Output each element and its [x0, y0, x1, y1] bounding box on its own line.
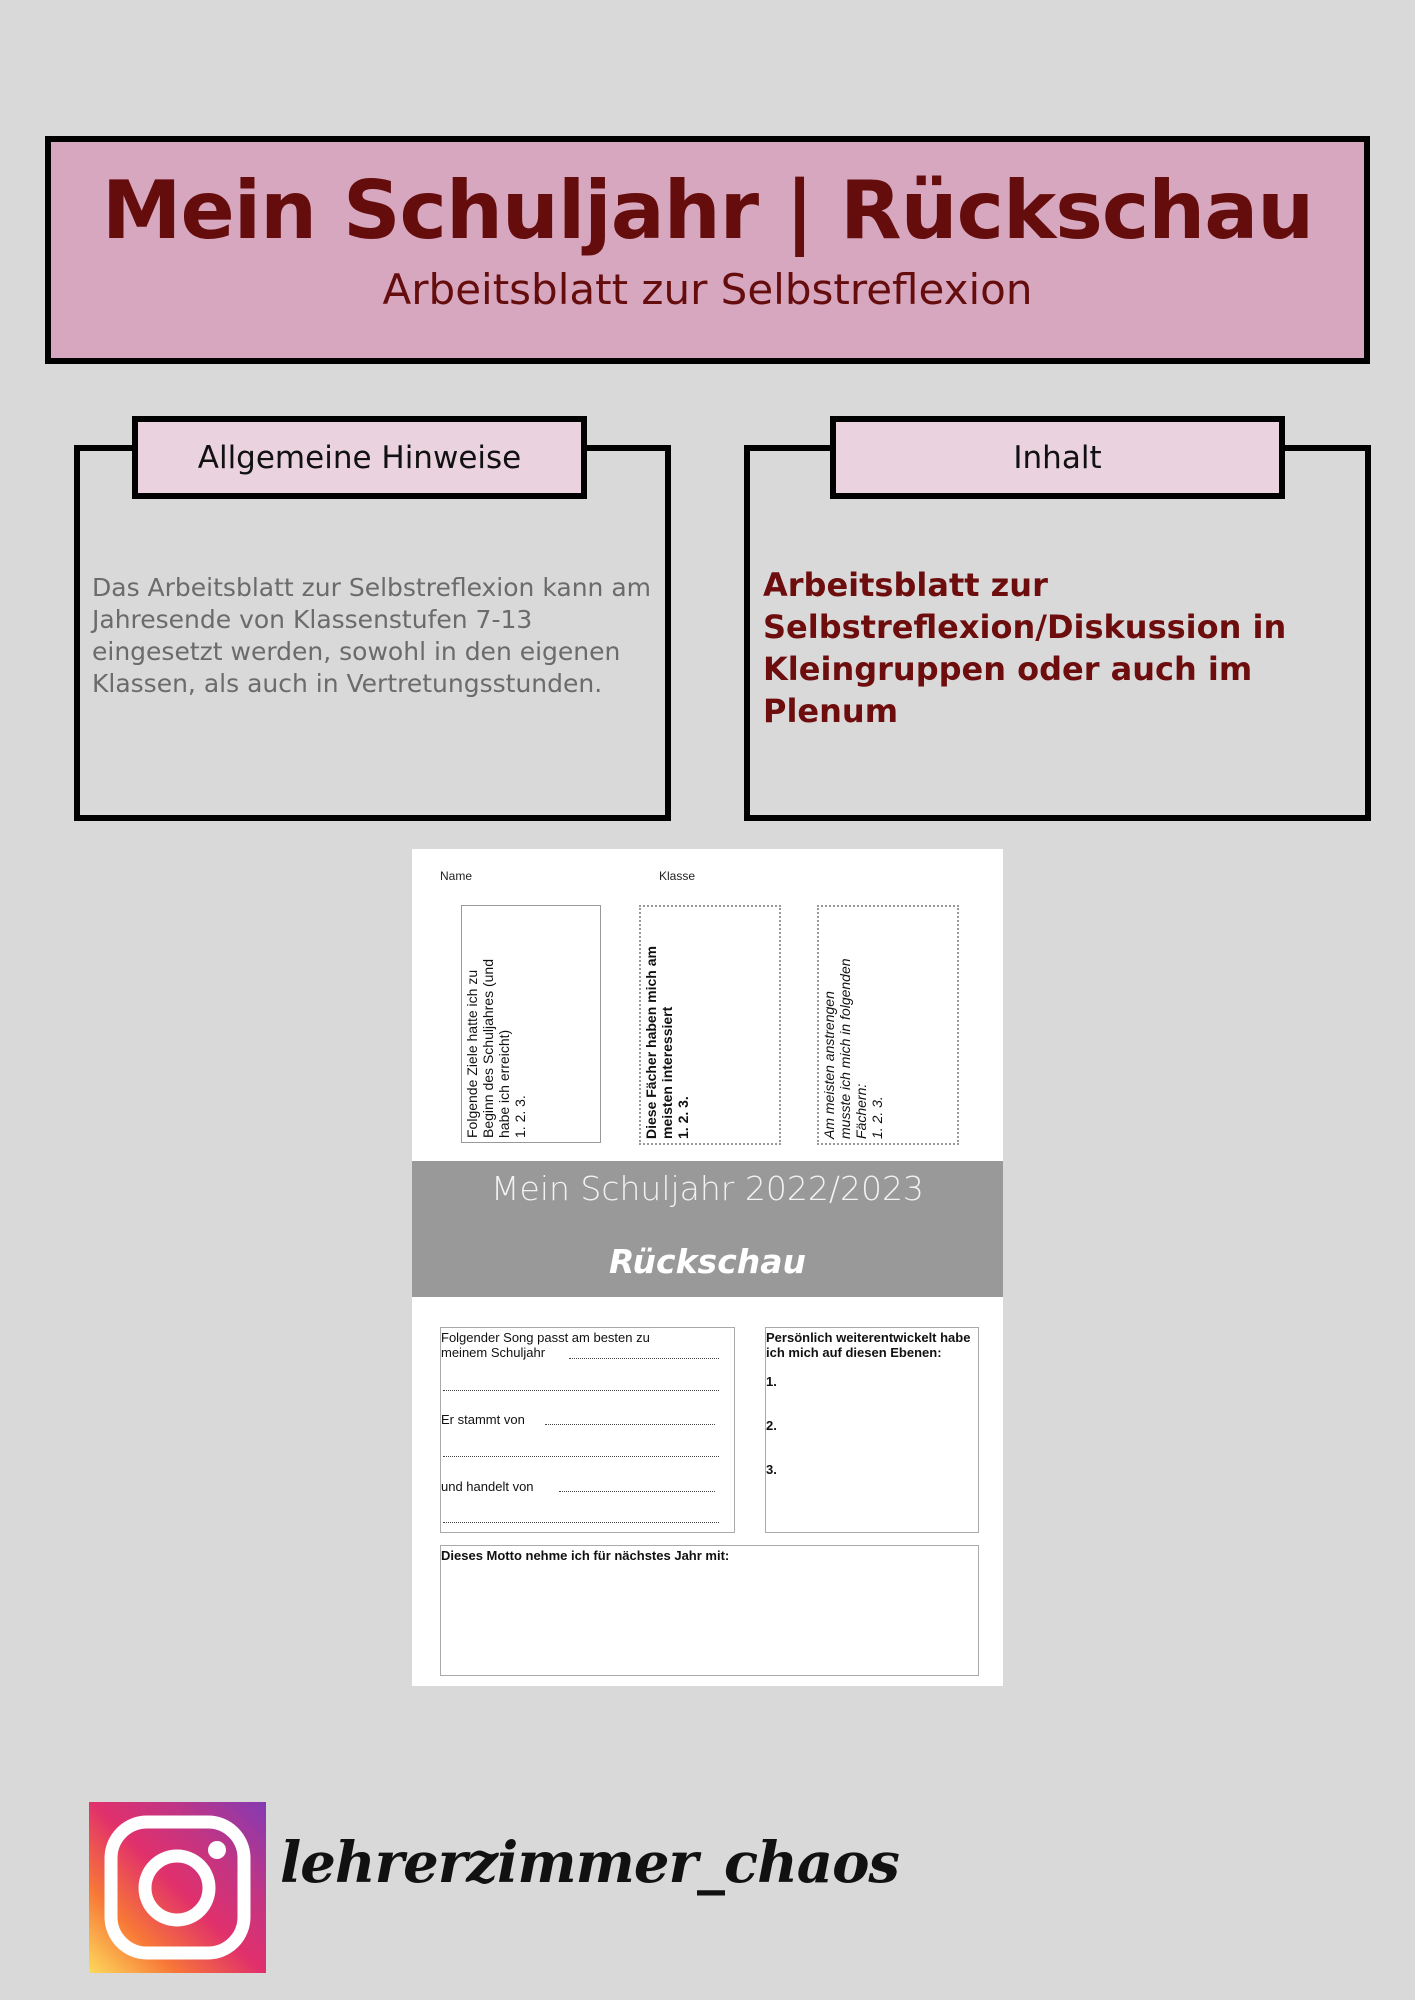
hinweise-text: Das Arbeitsblatt zur Selbstreflexion kann am Jahresende von Klassenstufen 7-13 eingesetzt werden, sowohl in den eigenen Klassen, als auch in Vertretungsstunden. [92, 573, 652, 698]
ws-effort-text: Am meisten anstrengen musste ich mich in folgenden Fächern: 1. 2. 3. [821, 958, 885, 1139]
page-title: Mein Schuljahr | Rückschau [101, 164, 1314, 257]
ws-song-line2: meinem Schuljahr [441, 1345, 546, 1360]
ws-personal-1: 1. [766, 1374, 777, 1389]
ws-personal-box [765, 1327, 979, 1533]
ws-personal-title: Persönlich weiterentwickelt habe ich mich auf diesen Ebenen: [766, 1330, 971, 1360]
ws-dotline [569, 1358, 719, 1359]
inhalt-tab-label: Inhalt [1013, 439, 1102, 476]
ws-band-subtitle: Rückschau [608, 1242, 807, 1281]
ws-song-from: Er stammt von [441, 1412, 525, 1427]
ws-motto-label: Dieses Motto nehme ich für nächstes Jahr mit: [441, 1548, 730, 1563]
ws-song-about: und handelt von [441, 1479, 534, 1494]
worksheet-preview [412, 849, 1003, 1686]
page-subtitle: Arbeitsblatt zur Selbstreflexion [382, 265, 1033, 314]
instagram-handle[interactable]: lehrerzimmer_chaos [280, 1830, 899, 1896]
inhalt-text: Arbeitsblatt zur Selbstreflexion/Diskussion in Kleingruppen oder auch im Plenum [763, 566, 1287, 730]
hinweise-tab [132, 416, 587, 499]
ws-dotline [443, 1456, 719, 1457]
ws-dotline [559, 1491, 715, 1492]
ws-name-label: Name [440, 869, 473, 883]
ws-goals-text: Folgende Ziele hatte ich zu Beginn des Schuljahres (und habe ich erreicht) 1. 2. 3. [464, 958, 528, 1138]
ws-song-box [440, 1327, 735, 1533]
ws-goals-box [461, 905, 601, 1143]
ws-subjects-box [639, 905, 781, 1145]
instagram-icon [89, 1802, 266, 1973]
inhalt-tab [830, 416, 1285, 499]
ws-band-title: Mein Schuljahr 2022/2023 [491, 1169, 924, 1208]
ws-effort-box [817, 905, 959, 1145]
ws-motto-box [440, 1545, 979, 1676]
ws-personal-2: 2. [766, 1418, 777, 1433]
ws-song-line1: Folgender Song passt am besten zu [441, 1330, 650, 1345]
ws-dotline [443, 1522, 719, 1523]
ws-subjects-text: Diese Fächer haben mich am meisten interessiert 1. 2. 3. [643, 946, 691, 1139]
title-banner [45, 136, 1370, 364]
ws-dotline [443, 1390, 719, 1391]
ws-dotline [545, 1424, 715, 1425]
ws-klasse-label: Klasse [659, 869, 696, 883]
hinweise-tab-label: Allgemeine Hinweise [197, 439, 522, 476]
ws-personal-3: 3. [766, 1462, 777, 1477]
ws-title-band [412, 1161, 1003, 1297]
